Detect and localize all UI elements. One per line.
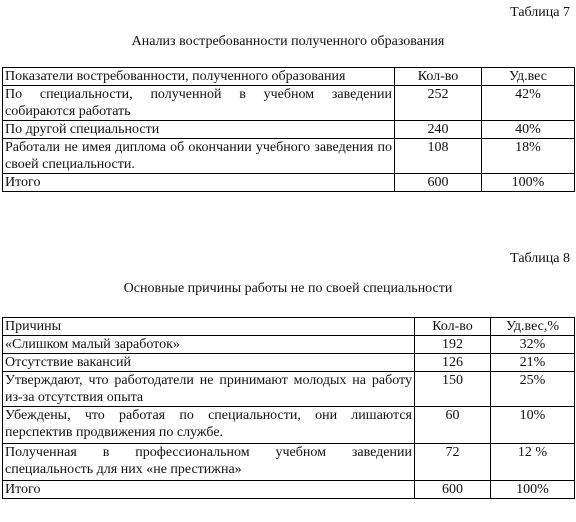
table-row xyxy=(3,407,575,444)
table7-row-count: 240 xyxy=(395,121,482,139)
table-row xyxy=(3,68,575,86)
table7-row-share: 40% xyxy=(482,121,575,139)
table8-row-share: 12 % xyxy=(491,444,575,481)
table-row xyxy=(3,372,575,407)
table-row xyxy=(3,481,575,499)
table7-total-share: 100% xyxy=(482,174,575,192)
table7-header-share: Уд.вес xyxy=(482,68,575,86)
table8-row-count: 60 xyxy=(415,407,491,444)
table-row xyxy=(3,444,575,481)
table7-row-text: Работали не имея диплома об окончании учебного заведения по своей специальности. xyxy=(3,139,395,174)
table8-row-count: 150 xyxy=(415,372,491,407)
table7-header-count: Кол-во xyxy=(395,68,482,86)
table8-header-count: Кол-во xyxy=(415,318,491,336)
table7-header-indicator: Показатели востребованности, полученного образования xyxy=(3,68,395,86)
table-row xyxy=(3,121,575,139)
table7-row-count: 252 xyxy=(395,86,482,121)
table-row xyxy=(3,354,575,372)
table8-total-count: 600 xyxy=(415,481,491,499)
table8-header-share: Уд.вес,% xyxy=(491,318,575,336)
table7-row-share: 42% xyxy=(482,86,575,121)
table-row xyxy=(3,86,575,121)
table8-row-text: Убеждены, что работая по специальности, они лишаются перспектив продвижения по службе. xyxy=(3,407,415,444)
table8-row-share: 21% xyxy=(491,354,575,372)
table8-row-count: 192 xyxy=(415,336,491,354)
table-row xyxy=(3,139,575,174)
table8-total-label: Итого xyxy=(3,481,415,499)
table7-number: Таблица 7 xyxy=(510,5,570,20)
table8-row-text: Отсутствие вакансий xyxy=(3,354,415,372)
table7-row-text: По специальности, полученной в учебном заведении собираются работать xyxy=(3,86,395,121)
table-row xyxy=(3,318,575,336)
table8 xyxy=(2,317,575,499)
table8-title: Основные причины работы не по своей специальности xyxy=(123,281,453,296)
table8-row-share: 10% xyxy=(491,407,575,444)
table7-row-share: 18% xyxy=(482,139,575,174)
table7-total-count: 600 xyxy=(395,174,482,192)
table8-row-text: «Слишком малый заработок» xyxy=(3,336,415,354)
table8-row-count: 72 xyxy=(415,444,491,481)
table8-row-text: Полученная в профессиональном учебном заведении специальность для них «не престижна» xyxy=(3,444,415,481)
table8-number: Таблица 8 xyxy=(510,251,570,266)
table-row xyxy=(3,174,575,192)
table8-total-share: 100% xyxy=(491,481,575,499)
table7-title: Анализ востребованности полученного образования xyxy=(131,34,445,49)
table7-row-count: 108 xyxy=(395,139,482,174)
table7 xyxy=(2,67,575,192)
table8-row-count: 126 xyxy=(415,354,491,372)
table7-row-text: По другой специальности xyxy=(3,121,395,139)
table8-header-reason: Причины xyxy=(3,318,415,336)
table8-row-text: Утверждают, что работодатели не принимают молодых на работу из-за отсутствия опыта xyxy=(3,372,415,407)
table7-total-label: Итого xyxy=(3,174,395,192)
table8-row-share: 32% xyxy=(491,336,575,354)
table-row xyxy=(3,336,575,354)
table8-row-share: 25% xyxy=(491,372,575,407)
